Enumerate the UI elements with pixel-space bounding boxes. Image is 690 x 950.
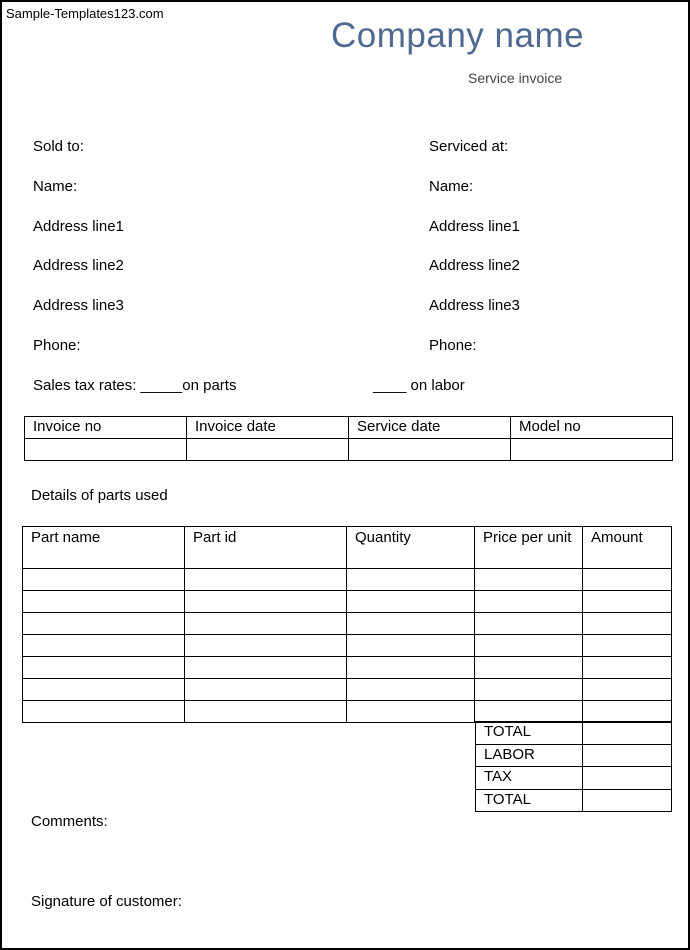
invoice-subtitle: Service invoice bbox=[468, 70, 563, 86]
serviced-phone-label: Phone: bbox=[429, 337, 477, 354]
tax-label: TAX bbox=[476, 767, 583, 790]
table-row bbox=[23, 613, 672, 635]
model-no-header: Model no bbox=[511, 417, 673, 439]
table-row bbox=[25, 439, 673, 461]
sold-address2-label: Address line2 bbox=[33, 257, 124, 274]
tax-labor-label: ____ on labor bbox=[373, 377, 465, 394]
sold-to-label: Sold to: bbox=[33, 138, 84, 155]
serviced-at-label: Serviced at: bbox=[429, 138, 509, 155]
invoice-no-cell[interactable] bbox=[25, 439, 187, 461]
table-row bbox=[23, 591, 672, 613]
watermark: Sample-Templates123.com bbox=[6, 6, 164, 21]
labor-label: LABOR bbox=[476, 744, 583, 767]
serviced-address3-label: Address line3 bbox=[429, 297, 520, 314]
table-row bbox=[23, 569, 672, 591]
grand-total-value-cell[interactable] bbox=[583, 789, 672, 812]
invoice-date-header: Invoice date bbox=[187, 417, 349, 439]
total-label: TOTAL bbox=[476, 722, 583, 745]
amount-header: Amount bbox=[583, 527, 672, 569]
table-row bbox=[23, 701, 672, 723]
parts-section-title: Details of parts used bbox=[31, 487, 168, 504]
invoice-no-header: Invoice no bbox=[25, 417, 187, 439]
sold-address1-label: Address line1 bbox=[33, 218, 124, 235]
sold-phone-label: Phone: bbox=[33, 337, 81, 354]
table-row bbox=[23, 657, 672, 679]
quantity-header: Quantity bbox=[347, 527, 475, 569]
part-id-header: Part id bbox=[185, 527, 347, 569]
serviced-address1-label: Address line1 bbox=[429, 218, 520, 235]
parts-table bbox=[22, 526, 672, 723]
signature-label: Signature of customer: bbox=[31, 893, 182, 910]
service-date-cell[interactable] bbox=[349, 439, 511, 461]
company-name: Company name bbox=[331, 16, 585, 55]
invoice-info-table bbox=[24, 416, 673, 461]
labor-value-cell[interactable] bbox=[583, 744, 672, 767]
sold-name-label: Name: bbox=[33, 178, 78, 195]
table-row bbox=[23, 679, 672, 701]
part-name-header: Part name bbox=[23, 527, 185, 569]
tax-value-cell[interactable] bbox=[583, 767, 672, 790]
serviced-name-label: Name: bbox=[429, 178, 474, 195]
serviced-address2-label: Address line2 bbox=[429, 257, 520, 274]
tax-parts-label: Sales tax rates: _____on parts bbox=[33, 377, 237, 394]
grand-total-label: TOTAL bbox=[476, 789, 583, 812]
invoice-date-cell[interactable] bbox=[187, 439, 349, 461]
total-value-cell[interactable] bbox=[583, 722, 672, 745]
sold-address3-label: Address line3 bbox=[33, 297, 124, 314]
table-row bbox=[23, 635, 672, 657]
totals-table bbox=[475, 721, 672, 812]
model-no-cell[interactable] bbox=[511, 439, 673, 461]
service-date-header: Service date bbox=[349, 417, 511, 439]
price-per-unit-header: Price per unit bbox=[475, 527, 583, 569]
comments-label: Comments: bbox=[31, 813, 108, 830]
